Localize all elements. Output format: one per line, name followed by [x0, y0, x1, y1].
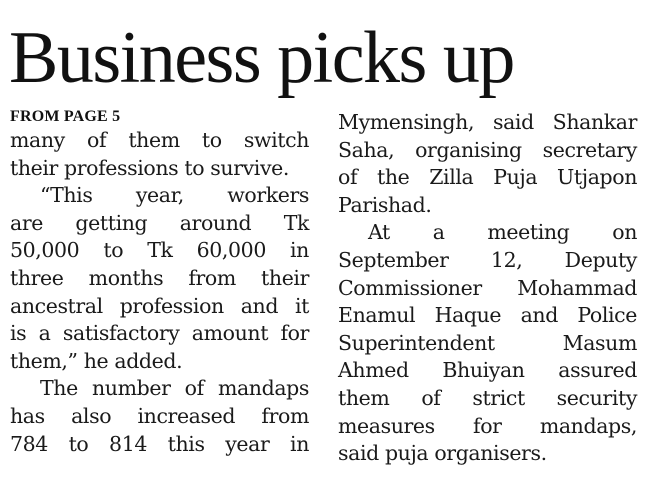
- body-line: Mymensingh, said Shankar: [338, 110, 637, 134]
- body-line: Superintendent Masum: [338, 330, 637, 355]
- headline: Business picks up: [9, 17, 514, 99]
- body-line: three months from their: [10, 265, 309, 290]
- body-line: Enamul Haque and Police: [338, 303, 637, 328]
- body-line: 50,000 to Tk 60,000 in: [10, 238, 309, 263]
- body-line: many of them to switch: [10, 128, 309, 152]
- body-line: of the Zilla Puja Utjapon: [338, 165, 637, 190]
- body-line: ancestral profession and it: [10, 293, 309, 318]
- body-line: them,” he added.: [10, 348, 183, 373]
- body-line: said puja organisers.: [338, 441, 547, 466]
- left-column: [10, 106, 309, 458]
- body-line: has also increased from: [10, 403, 309, 428]
- body-line: Saha, organising secretary: [338, 137, 637, 162]
- body-line: Commissioner Mohammad: [338, 275, 637, 300]
- body-line: them of strict security: [338, 385, 637, 410]
- jump-label: FROM PAGE 5: [10, 108, 121, 125]
- body-line: measures for mandaps,: [338, 413, 637, 438]
- body-line: “This year, workers: [40, 183, 309, 208]
- body-line: September 12, Deputy: [338, 247, 637, 272]
- body-line: is a satisfactory amount for: [10, 321, 309, 346]
- body-line: are getting around Tk: [10, 210, 309, 235]
- body-line: their professions to survive.: [10, 155, 289, 180]
- body-line: The number of mandaps: [40, 376, 309, 401]
- body-line: Ahmed Bhuiyan assured: [338, 358, 637, 383]
- body-line: 784 to 814 this year in: [10, 431, 309, 456]
- body-line: Parishad.: [338, 192, 432, 217]
- right-column: [338, 109, 637, 468]
- body-line: At a meeting on: [368, 220, 637, 245]
